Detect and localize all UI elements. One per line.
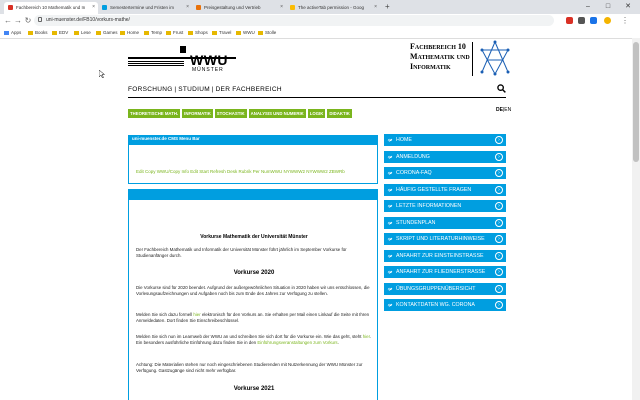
tab-title: The activeTab permission - Goog: [298, 5, 365, 10]
sidebar-item[interactable]: [384, 233, 506, 245]
link-icon: [387, 137, 393, 143]
extension-shield-icon[interactable]: [566, 17, 573, 24]
minimize-button[interactable]: –: [586, 3, 590, 10]
bookmark-stolle[interactable]: Stolle: [258, 29, 276, 37]
chevron-right-icon: ›: [495, 202, 503, 210]
wwu-logo-mark-icon: [180, 46, 186, 53]
faculty-line-3: Informatik: [410, 62, 451, 71]
paragraph-learnweb: Melden Sie sich nun im Learnweb der WWU an und schreiben Sie sich dort für die Vorkurse ein. Wie das geht, steht hier. Ein besonders ausführliche Einführung dazu finden Sie in den Einführungsveranstaltungen zum Vorkurs.: [136, 334, 372, 346]
wwu-logo-sub: MÜNSTER: [192, 67, 224, 73]
folder-icon: [212, 31, 217, 35]
link-icon: [387, 220, 393, 226]
extension-puzzle-icon[interactable]: [590, 17, 597, 24]
tab-favicon-icon: [102, 5, 107, 10]
chevron-right-icon: ›: [495, 268, 503, 276]
reload-icon[interactable]: ↻: [24, 16, 32, 25]
close-tab-icon[interactable]: ×: [92, 4, 95, 10]
subject-nav: [128, 109, 354, 118]
tab-favicon-icon: [290, 5, 295, 10]
folder-icon: [236, 31, 241, 35]
profile-avatar-icon[interactable]: [604, 17, 611, 24]
sidebar-item-label: ÜBUNGSGRUPPENÜBERSICHT: [396, 285, 476, 292]
sidebar-item[interactable]: [384, 184, 506, 196]
close-tab-icon[interactable]: ×: [280, 4, 283, 10]
nav-der-fachbereich[interactable]: DER FACHBEREICH: [215, 86, 282, 93]
sidebar-item-label: CORONA-FAQ: [396, 170, 432, 176]
address-url[interactable]: uni-muenster.de/FB10/vorkurs-mathe/: [46, 17, 130, 23]
cms-menu-box: [128, 144, 378, 184]
subnav-informatik[interactable]: INFORMATIK: [184, 111, 211, 116]
folder-icon: [52, 31, 57, 35]
sidebar-item[interactable]: [384, 200, 506, 212]
cms-menu-links[interactable]: Edit Copy WWU/Copy Info Edit Start Refresh Desk Rubrik Per NumWWU NYWWW2 NYWWW2 ZBWRb: [136, 169, 345, 174]
nav-separator: |: [174, 86, 177, 93]
link-icon: [387, 253, 393, 259]
bookmark-shops[interactable]: Shops: [188, 29, 208, 37]
link-icon: [387, 302, 393, 308]
bookmark-wwu[interactable]: WWU: [236, 29, 255, 37]
faculty-line-2: Mathematik und: [410, 52, 470, 61]
bookmark-temp[interactable]: Temp: [144, 29, 162, 37]
sidebar-item[interactable]: [384, 250, 506, 262]
back-icon[interactable]: ←: [4, 16, 12, 25]
sidebar-item-label: SKRIPT UND LITERATURHINWEISE: [396, 236, 485, 242]
register-link[interactable]: hier: [193, 312, 201, 317]
wwu-logo[interactable]: WWU: [190, 52, 229, 68]
sidebar-item[interactable]: [384, 151, 506, 163]
close-window-button[interactable]: ✕: [625, 3, 631, 10]
scrollbar-thumb[interactable]: [633, 42, 639, 162]
tab-title: Fachbereich 10 Mathematik und In: [16, 5, 86, 10]
subnav-didaktik[interactable]: DIDAKTIK: [329, 111, 350, 116]
folder-icon: [96, 31, 101, 35]
sidebar-item-label: HÄUFIG GESTELLTE FRAGEN: [396, 186, 472, 193]
folder-icon: [258, 31, 263, 35]
chevron-right-icon: ›: [495, 186, 503, 194]
tab-favicon-icon: [196, 5, 201, 10]
tab-title: Preisgestaltung und Vertrieb: [204, 5, 261, 10]
bookmark-lese[interactable]: Lese: [74, 29, 91, 37]
learnweb-help-link[interactable]: hier: [362, 334, 370, 339]
folder-icon: [120, 31, 125, 35]
bookmark-games[interactable]: Games: [96, 29, 118, 37]
sidebar-item[interactable]: [384, 167, 506, 179]
chevron-right-icon: ›: [495, 136, 503, 144]
nav-forschung[interactable]: FORSCHUNG: [128, 86, 173, 93]
chevron-right-icon: ›: [495, 219, 503, 227]
subnav-stochastik[interactable]: STOCHASTIK: [216, 111, 245, 116]
bookmark-apps[interactable]: Apps: [4, 29, 21, 37]
link-icon: [387, 154, 393, 160]
lang-en[interactable]: EN: [504, 107, 512, 113]
close-tab-icon[interactable]: ×: [374, 4, 377, 10]
paragraph-attention: Achtung: Die Materialien stehen nur noch eingeschriebenen Studierenden mit Nutzerkennung der WWU Münster zur Verfügung. Gastzugänge sind nicht mehr verfügbar.: [136, 362, 363, 374]
link-icon: [387, 170, 393, 176]
sidebar-item-label: STUNDENPLAN: [396, 219, 436, 226]
chevron-right-icon: ›: [495, 169, 503, 177]
sidebar-item-label: ANFAHRT ZUR EINSTEINSTRASSE: [396, 252, 484, 259]
close-tab-icon[interactable]: ×: [186, 4, 189, 10]
lang-separator: |: [502, 107, 505, 113]
new-tab-button[interactable]: +: [385, 2, 390, 11]
chevron-right-icon: ›: [495, 252, 503, 260]
link-icon: [387, 269, 393, 275]
sidebar-item[interactable]: [384, 266, 506, 278]
bookmark-edv[interactable]: EDV: [52, 29, 68, 37]
lock-icon: [38, 17, 42, 22]
bookmark-travel[interactable]: Travel: [212, 29, 231, 37]
nav-rule: [128, 97, 506, 98]
menu-kebab-icon[interactable]: ⋮: [621, 16, 629, 25]
sidebar-item-label: KONTAKTDATEN WG. CORONA: [396, 302, 475, 308]
maximize-button[interactable]: □: [605, 3, 611, 10]
link-icon: [387, 187, 393, 193]
faculty-logo-icon: [478, 40, 512, 76]
tab-semestertermine[interactable]: [98, 2, 192, 14]
nav-separator: |: [211, 86, 214, 93]
chevron-right-icon: ›: [495, 153, 503, 161]
folder-icon: [144, 31, 149, 35]
sidebar-item[interactable]: [384, 299, 506, 311]
chevron-right-icon: ›: [495, 301, 503, 309]
page-title: Vorkurse Mathematik der Universität Münster: [200, 234, 308, 240]
tab-title: Semestertermine und Fristen im: [110, 5, 175, 10]
chevron-right-icon: ›: [495, 235, 503, 243]
faculty-line-1: Fachbereich 10: [410, 42, 466, 51]
forward-icon[interactable]: →: [14, 16, 22, 25]
sidebar-item-label: ANFAHRT ZUR FLIEDNERSTRASSE: [396, 269, 486, 275]
heading-2021: Vorkurse 2021: [233, 386, 275, 392]
chevron-right-icon: ›: [495, 285, 503, 293]
sidebar-item[interactable]: [384, 134, 506, 146]
paragraph-register: Melden Sie sich dazu formell hier elektronisch für den Vorkurs an. Sie erhalten per Mail einen Linkauf die Seite mit Ihren Anmeldedaten. Dort finden Sie Einschreibeschlüssel.: [136, 312, 370, 324]
paragraph-2020-ended: Die Vorkurse sind für 2020 beendet. Aufgrund der außergewöhnlichen Situation in 2020 haben wir uns entschlossen, die Vorlesungsaufzeichnungen und Aufgaben noch bis zum Ende des Jahres zur Verfügung zu stellen.: [136, 285, 370, 297]
subnav-theoretische-math[interactable]: THEORETISCHE MATH.: [130, 111, 179, 116]
apps-grid-icon: [4, 31, 9, 35]
heading-2020: Vorkurse 2020: [233, 270, 275, 276]
bookmark-home[interactable]: Home: [120, 29, 139, 37]
search-icon[interactable]: [497, 84, 506, 93]
link-icon: [387, 286, 393, 292]
sidebar-item-label: HOME: [396, 137, 412, 143]
subnav-logik[interactable]: LOGIK: [309, 111, 324, 116]
sidebar-item-label: LETZTE INFORMATIONEN: [396, 203, 462, 209]
language-switch: [496, 107, 511, 113]
sidebar-item-label: ANMELDUNG: [396, 153, 430, 160]
tab-fachbereich[interactable]: [4, 2, 98, 14]
extension-icon[interactable]: [578, 17, 585, 24]
lang-de[interactable]: DE: [496, 107, 503, 113]
sidebar-item[interactable]: [384, 217, 506, 229]
link-icon: [387, 203, 393, 209]
nav-studium[interactable]: STUDIUM: [178, 86, 210, 93]
bookmark-books[interactable]: Books: [28, 29, 48, 37]
bookmark-frust[interactable]: Frust: [166, 29, 183, 37]
cms-menu-title: uni-muenster.de CMS Menu Bar: [132, 136, 200, 141]
faculty-divider: [472, 42, 473, 76]
content-header-bar: [128, 189, 378, 200]
mouse-cursor-icon: [99, 70, 105, 78]
intro-paragraph: Der Fachbereich Mathematik und Informatik der Universität Münster führt jährlich im September Vorkurse für Studienanfänger durch.: [136, 247, 347, 259]
logo-bars-icon: [128, 61, 184, 67]
main-nav: [128, 86, 282, 93]
folder-icon: [28, 31, 33, 35]
tab-favicon-icon: [8, 5, 13, 10]
tab-activetab[interactable]: [286, 2, 380, 14]
folder-icon: [74, 31, 79, 35]
sidebar-item[interactable]: [384, 283, 506, 295]
folder-icon: [188, 31, 193, 35]
folder-icon: [166, 31, 171, 35]
faculty-title[interactable]: [410, 42, 480, 72]
intro-events-link[interactable]: Einführungsveranstaltungen zum Vorkurs: [257, 340, 338, 346]
link-icon: [387, 236, 393, 242]
tab-preisgestaltung[interactable]: [192, 2, 286, 14]
subnav-analysis-numerik[interactable]: ANALYSIS UND NUMERIK: [250, 111, 304, 116]
